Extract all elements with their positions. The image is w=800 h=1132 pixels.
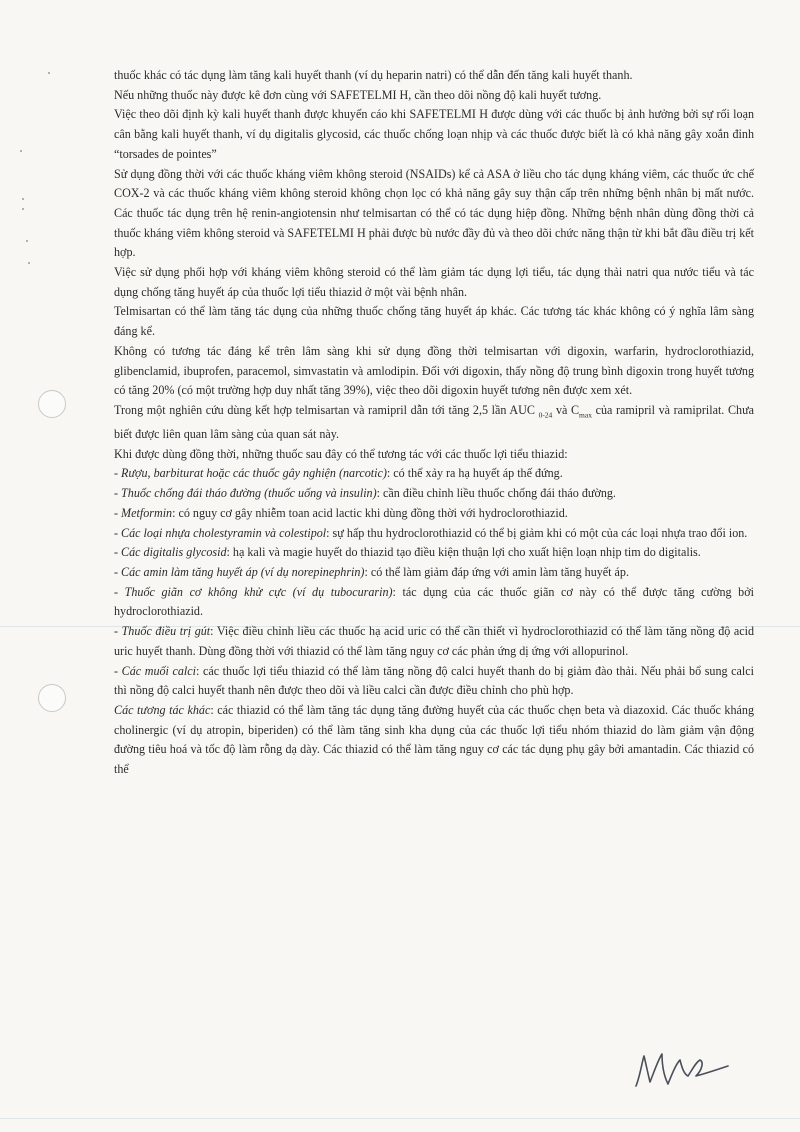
interaction-text: : hạ kali và magie huyết do thiazid tạo điều kiện thuận lợi cho xuất hiện loạn nhịp tim do digitalis. <box>226 545 701 560</box>
interaction-item <box>114 504 754 524</box>
interaction-item <box>114 484 754 504</box>
interaction-term: - Metformin <box>114 505 173 520</box>
interaction-item <box>114 622 754 661</box>
interaction-term: - Các amin làm tăng huyết áp (ví dụ norepinephrin) <box>114 564 365 579</box>
paragraph: Sử dụng đồng thời với các thuốc kháng viêm không steroid (NSAIDs) kể cả ASA ở liều cho tác dụng kháng viêm, các thuốc ức chế COX-2 và các thuốc kháng viêm không steroid không chọn lọc có khả năng gây suy thận cấp trên những bệnh nhân bị mất nước. Các thuốc tác dụng trên hệ renin-angiotensin như telmisartan có thể có tác dụng hiệp đồng. Những bệnh nhân dùng đồng thời cả thuốc kháng viêm không steroid và SAFETELMI H phải được bù nước đầy đủ và theo dõi chức năng thận từ khi bắt đầu điều trị kết hợp. <box>114 166 754 260</box>
interaction-text: : có thể xảy ra hạ huyết áp thế đứng. <box>386 466 563 481</box>
interaction-term: - Các muối calci <box>114 663 197 678</box>
ramipril-text: Trong một nghiên cứu dùng kết hợp telmisartan và ramipril dẫn tới tăng 2,5 lần AUC <box>114 402 539 417</box>
interaction-text: : các thuốc lợi tiểu thiazid có thể làm tăng nồng độ calci huyết thanh do bị giảm đào thải. Nếu phải bổ sung calci thì nồng độ calci huyết thanh nên được theo dõi và liều calci cần được điều chỉnh cho phù hợp. <box>114 663 754 698</box>
interaction-term: - Thuốc điều trị gút <box>114 624 211 639</box>
paragraph: thuốc khác có tác dụng làm tăng kali huyết thanh (ví dụ heparin natri) có thể dẫn đến tăng kali huyết thanh. <box>114 68 633 82</box>
paragraph: Không có tương tác đáng kể trên lâm sàng khi sử dụng đồng thời telmisartan với digoxin, warfarin, hydroclorothiazid, glibenclamid, ibuprofen, paracemol, simvastatin và amlodipin. Đối với digoxin, thấy nồng độ trung bình digoxin trong huyết tương có tăng 20% (có một trường hợp duy nhất tăng 39%), việc theo dõi digoxin huyết tương nên được xem xét. <box>114 343 754 398</box>
interaction-item <box>114 662 754 701</box>
ramipril-paragraph <box>114 401 754 445</box>
ramipril-text: của ramipril và ramiprilat. Chưa biết được liên quan lâm sàng của quan sát này. <box>114 402 754 442</box>
punch-hole <box>38 684 66 712</box>
interaction-item <box>114 543 754 563</box>
ramipril-text: và C <box>552 402 580 417</box>
interaction-text: : Việc điều chỉnh liều các thuốc hạ acid uric có thể cần thiết vì hydroclorothiazid có thể làm tăng nồng độ acid uric huyết thanh. Dùng đồng thời với thiazid có thể làm tăng nguy cơ các phản ứng dị ứng với allopurinol. <box>114 624 754 658</box>
scan-line <box>0 1118 800 1119</box>
handwritten-signature <box>632 1048 732 1092</box>
paragraph: Việc sử dụng phối hợp với kháng viêm không steroid có thể làm giảm tác dụng lợi tiểu, tác dụng thải natri qua nước tiểu và tác dụng chống tăng huyết áp của thuốc lợi tiểu thiazid ở một vài bệnh nhân. <box>114 265 754 299</box>
interaction-text: : sự hấp thu hydroclorothiazid có thể bị giảm khi có một của các loại nhựa trao đổi ion. <box>326 525 748 540</box>
interaction-term: - Các loại nhựa cholestyramin và colestipol <box>114 525 327 540</box>
interaction-term: - Thuốc chống đái tháo đường (thuốc uống và insulin) <box>114 486 377 501</box>
cmax-subscript: max <box>579 410 592 420</box>
interaction-text: : các thiazid có thể làm tăng tác dụng tăng đường huyết của các thuốc chẹn beta và diazoxid. Các thuốc kháng cholinergic (ví dụ atropin, biperiden) có thể làm tăng sinh kha dụng của các thuốc lợi tiểu nhóm thiazid do làm giảm vận động đường tiêu hoá và tốc độ làm rỗng dạ dày. Các thiazid có thể làm tăng nguy cơ các tác dụng phụ gây bởi amantadin. Các thiazid có thể <box>114 702 754 777</box>
interaction-term: - Các digitalis glycosid <box>114 545 227 560</box>
interaction-text: : tác dụng của các thuốc giãn cơ này có thể được tăng cường bởi hydroclorothiazid. <box>114 584 754 619</box>
paragraph: Việc theo dõi định kỳ kali huyết thanh được khuyến cáo khi SAFETELMI H được dùng với các thuốc bị ảnh hưởng bởi sự rối loạn cân bằng kali huyết thanh, ví dụ digitalis glycosid, các thuốc chống loạn nhịp và các thuốc được biết là có khả năng gây xoắn đỉnh “torsades de pointes” <box>114 107 754 161</box>
interaction-term: - Thuốc giãn cơ không khử cực (ví dụ tubocurarin) <box>114 584 393 599</box>
interaction-term: - Rượu, barbiturat hoặc các thuốc gây nghiện (narcotic) <box>114 466 387 481</box>
document-body <box>114 66 754 780</box>
interaction-text: : có thể làm giảm đáp ứng với amin làm tăng huyết áp. <box>364 564 629 579</box>
interaction-text: : có nguy cơ gây nhiễm toan acid lactic khi dùng đồng thời với hydroclorothiazid. <box>172 505 568 520</box>
interaction-text: : cần điều chỉnh liều thuốc chống đái tháo đường. <box>376 486 616 501</box>
interaction-item <box>114 464 754 484</box>
thiazide-intro: Khi được dùng đồng thời, những thuốc sau đây có thể tương tác với các thuốc lợi tiểu thiazid: <box>114 446 568 461</box>
paragraph: Nếu những thuốc này được kê đơn cùng với SAFETELMI H, cần theo dõi nồng độ kali huyết tương. <box>114 87 602 102</box>
interaction-item <box>114 701 754 780</box>
punch-hole <box>38 390 66 418</box>
interaction-item <box>114 563 754 583</box>
auc-subscript: 0-24 <box>538 410 553 420</box>
interaction-item <box>114 583 754 622</box>
interaction-term: Các tương tác khác <box>114 702 211 717</box>
interaction-item <box>114 524 754 544</box>
paragraph: Telmisartan có thể làm tăng tác dụng của những thuốc chống tăng huyết áp khác. Các tương tác khác không có ý nghĩa lâm sàng đáng kể. <box>114 304 754 339</box>
